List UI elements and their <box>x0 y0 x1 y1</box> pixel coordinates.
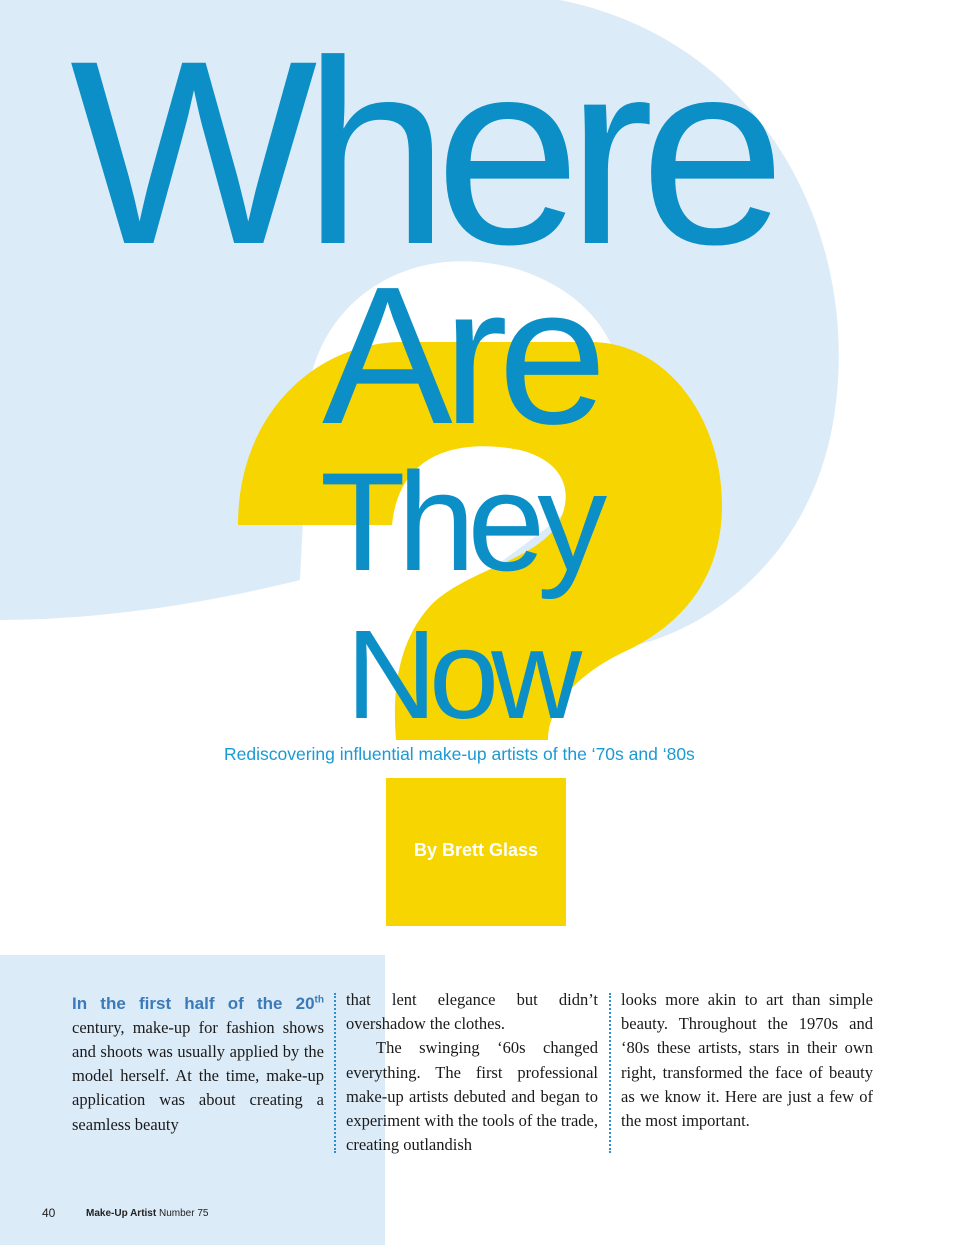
headline-now: Now <box>346 604 575 745</box>
headline-they: They <box>320 443 600 600</box>
col1-text: century, make-up for fashion shows and shoots was usually applied by the model herself. At the time, make-up application was about creating a seamless beauty <box>72 1017 324 1134</box>
body-column-3 <box>621 988 873 1133</box>
headline-are: Are <box>322 246 598 465</box>
byline-box <box>386 778 566 926</box>
magazine-name: Make-Up Artist <box>86 1208 157 1219</box>
lead-in-text: In the first half of the 20 <box>72 993 315 1013</box>
lead-in-superscript: th <box>314 994 324 1005</box>
body-column-2 <box>346 988 598 1157</box>
col2-paragraph-2: The swinging ‘60s changed everything. The first professional make-up artists debuted and began to experiment with the tools of the trade, creating outlandish <box>346 1038 598 1155</box>
intro-paragraph <box>72 988 324 1137</box>
col3-paragraph: looks more akin to art than simple beauty. Throughout the 1970s and ‘80s these artists, stars in their own right, transformed the face of beauty as we know it. Here are just a few of the most important. <box>621 990 873 1131</box>
byline: By Brett Glass <box>413 840 539 860</box>
body-column-1 <box>72 988 324 1137</box>
magazine-footer <box>86 1208 208 1219</box>
column-divider-1 <box>334 993 336 1153</box>
subtitle: Rediscovering influential make-up artists of the ‘70s and ‘80s <box>224 744 695 764</box>
lead-in <box>72 994 324 1013</box>
col2-paragraph-1: that lent elegance but didn’t overshadow the clothes. <box>346 990 598 1034</box>
issue-number: Number 75 <box>158 1208 209 1219</box>
page-number: 40 <box>42 1206 56 1220</box>
column-divider-2 <box>609 993 611 1153</box>
headline-where: Where <box>70 6 772 299</box>
